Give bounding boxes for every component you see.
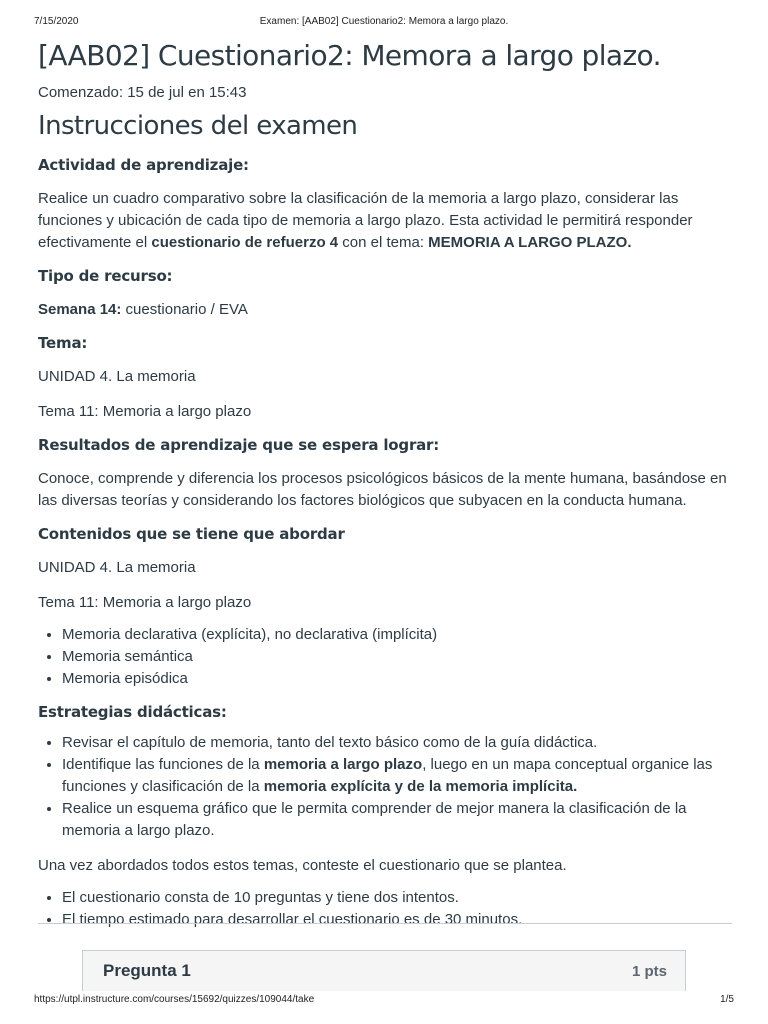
section-heading-resultados: Resultados de aprendizaje que se espera lograr: bbox=[38, 436, 440, 454]
tipo-bold: Semana 14: bbox=[38, 301, 122, 318]
question-label: Pregunta 1 bbox=[103, 961, 191, 980]
actividad-text bbox=[38, 188, 732, 254]
contenidos-list bbox=[38, 624, 732, 690]
print-document-title: Examen: [AAB02] Cuestionario2: Memora a largo plazo. bbox=[259, 16, 509, 27]
question-header bbox=[82, 950, 686, 991]
tema-line-2: Tema 11: Memoria a largo plazo bbox=[38, 403, 252, 420]
resultados-text: Conoce, comprende y diferencia los procesos psicológicos básicos de la mente humana, basándose en las diversas teorías y considerando los factores biológicos que subyacen en la conducta humana. bbox=[38, 470, 727, 509]
list-item: • El tiempo estimado para desarrollar el cuestionario es de 30 minutos. bbox=[62, 909, 732, 931]
list-item bbox=[62, 754, 732, 798]
actividad-bold-2: MEMORIA A LARGO PLAZO. bbox=[428, 234, 632, 251]
estrategias-text-c: , luego en un mapa conceptual organice las funciones y clasificación de la bbox=[62, 756, 713, 795]
question-points: 1 pts bbox=[631, 963, 667, 980]
contenidos-line-2: Tema 11: Memoria a largo plazo bbox=[38, 594, 252, 611]
section-heading-actividad: Actividad de aprendizaje: bbox=[38, 156, 249, 174]
page-title: [AAB02] Cuestionario2: Memora a largo plazo. bbox=[38, 39, 661, 72]
contenidos-line-1: UNIDAD 4. La memoria bbox=[38, 559, 196, 576]
section-heading-contenidos: Contenidos que se tiene que abordar bbox=[38, 525, 345, 543]
tema-line-1: UNIDAD 4. La memoria bbox=[38, 368, 196, 385]
section-divider bbox=[38, 923, 732, 924]
instructions-heading: Instrucciones del examen bbox=[38, 111, 358, 141]
estrategias-bold-b: memoria a largo plazo bbox=[263, 756, 423, 773]
list-item: • El cuestionario consta de 10 preguntas y tiene dos intentos. bbox=[62, 887, 732, 909]
list-item: • Memoria semántica bbox=[62, 646, 732, 668]
section-heading-estrategias: Estrategias didácticas: bbox=[38, 703, 227, 721]
page-number: 1/5 bbox=[720, 994, 734, 1005]
list-item: • Memoria episódica bbox=[62, 668, 732, 690]
list-item: • Memoria declarativa (explícita), no declarativa (implícita) bbox=[62, 624, 732, 646]
section-heading-tema: Tema: bbox=[38, 334, 88, 352]
actividad-text-1: Realice un cuadro comparativo sobre la clasificación de la memoria a largo plazo, considerar las funciones y ubicación de cada tipo de memoria a largo plazo. Esta actividad le permitirá responder efectivamente el bbox=[38, 190, 693, 251]
tipo-text bbox=[38, 299, 732, 321]
list-item: • Revisar el capítulo de memoria, tanto del texto básico como de la guía didáctica. bbox=[62, 732, 732, 754]
print-footer bbox=[34, 994, 734, 1008]
started-timestamp: Comenzado: 15 de jul en 15:43 bbox=[38, 84, 247, 101]
cierre-list bbox=[38, 887, 732, 931]
estrategias-text-a: Identifique las funciones de la bbox=[62, 756, 264, 773]
list-item: • Realice un esquema gráfico que le permita comprender de mejor manera la clasificación de la memoria a largo plazo. bbox=[62, 798, 732, 842]
estrategias-bold-d: memoria explícita y de la memoria implícita. bbox=[263, 778, 578, 795]
print-header bbox=[34, 16, 734, 30]
actividad-text-2: con el tema: bbox=[338, 234, 429, 251]
section-heading-tipo: Tipo de recurso: bbox=[38, 267, 173, 285]
print-url[interactable]: https://utpl.instructure.com/courses/15692/quizzes/109044/take bbox=[34, 994, 315, 1005]
tipo-value: cuestionario / EVA bbox=[121, 301, 248, 318]
estrategias-list bbox=[38, 732, 732, 842]
quiz-content bbox=[38, 38, 732, 931]
cierre-text: Una vez abordados todos estos temas, conteste el cuestionario que se plantea. bbox=[38, 857, 567, 874]
actividad-bold-1: cuestionario de refuerzo 4 bbox=[151, 234, 339, 251]
print-date: 7/15/2020 bbox=[34, 16, 79, 27]
